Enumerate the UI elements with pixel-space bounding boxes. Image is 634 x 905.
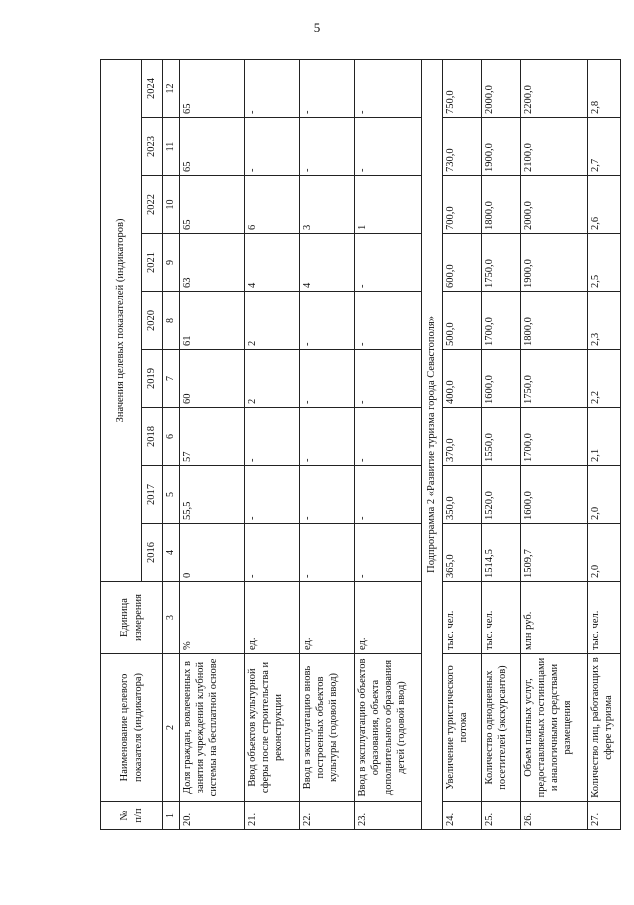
row-value: 2000,0	[482, 59, 521, 117]
row-value: 750,0	[443, 59, 482, 117]
row-value: -	[245, 118, 300, 176]
year-cell: 2022	[142, 176, 163, 234]
row-num: 21.	[245, 802, 300, 830]
row-value: 730,0	[443, 118, 482, 176]
row-num: 27.	[588, 802, 621, 830]
subprogram-title: Подпрограмма 2 «Развитие туризма города Севастополя»	[422, 59, 443, 829]
row-value: 3	[300, 176, 355, 234]
year-cell: 2016	[142, 524, 163, 582]
row-unit: ед.	[300, 582, 355, 654]
row-num: 26.	[521, 802, 588, 830]
row-num: 22.	[300, 802, 355, 830]
row-value: 57	[180, 408, 245, 466]
row-value: 2,8	[588, 59, 621, 117]
row-value: -	[300, 350, 355, 408]
row-value: -	[355, 234, 422, 292]
header-values: Значения целевых показателей (индикаторов)	[101, 59, 142, 581]
page-number: 5	[313, 20, 321, 35]
row-name: Ввод объектов культурной сферы после строительства и реконструкции	[245, 654, 300, 802]
row-unit: тыс. чел.	[482, 582, 521, 654]
row-value: 1700,0	[521, 408, 588, 466]
row-value: 2,6	[588, 176, 621, 234]
row-value: -	[245, 524, 300, 582]
row-num: 25.	[482, 802, 521, 830]
row-value: 1900,0	[482, 118, 521, 176]
row-value: 370,0	[443, 408, 482, 466]
row-name: Количество однодневных посетителей (экскурсантов)	[482, 654, 521, 802]
row-name: Ввод в эксплуатацию объектов образования, объекта дополнительного образования детей (годовой ввод)	[355, 654, 422, 802]
header-row	[101, 59, 142, 829]
row-value: 65	[180, 118, 245, 176]
row-unit: тыс. чел.	[588, 582, 621, 654]
row-value: 1	[355, 176, 422, 234]
row-value: 350,0	[443, 466, 482, 524]
table-row	[355, 59, 422, 829]
col-number: 4	[163, 524, 180, 582]
row-value: 2100,0	[521, 118, 588, 176]
col-number: 10	[163, 176, 180, 234]
row-value: 65	[180, 176, 245, 234]
row-value: -	[355, 466, 422, 524]
year-cell: 2018	[142, 408, 163, 466]
col-number: 3	[163, 582, 180, 654]
row-value: 400,0	[443, 350, 482, 408]
table-row	[521, 59, 588, 829]
year-cell: 2017	[142, 466, 163, 524]
year-cell: 2019	[142, 350, 163, 408]
row-value: -	[355, 59, 422, 117]
row-value: -	[300, 118, 355, 176]
row-value: 500,0	[443, 292, 482, 350]
row-value: -	[355, 524, 422, 582]
col-number: 8	[163, 292, 180, 350]
col-number: 12	[163, 59, 180, 117]
row-value: -	[300, 524, 355, 582]
row-unit: тыс. чел.	[443, 582, 482, 654]
row-value: -	[300, 408, 355, 466]
row-value: 65	[180, 59, 245, 117]
row-value: 1509,7	[521, 524, 588, 582]
row-value: -	[355, 292, 422, 350]
row-value: -	[245, 59, 300, 117]
row-num: 20.	[180, 802, 245, 830]
row-num: 23.	[355, 802, 422, 830]
row-name: Увеличение туристического потока	[443, 654, 482, 802]
row-value: -	[300, 292, 355, 350]
row-num: 24.	[443, 802, 482, 830]
col-number: 6	[163, 408, 180, 466]
table-row	[300, 59, 355, 829]
row-unit: ед.	[355, 582, 422, 654]
row-value: 4	[245, 234, 300, 292]
row-name: Ввод в эксплуатацию вновь построенных объектов культуры (годовой ввод)	[300, 654, 355, 802]
row-value: 2,7	[588, 118, 621, 176]
row-value: 2000,0	[521, 176, 588, 234]
year-cell: 2023	[142, 118, 163, 176]
row-value: 1600,0	[521, 466, 588, 524]
row-value: 2,3	[588, 292, 621, 350]
row-value: 1750,0	[482, 234, 521, 292]
year-cell: 2020	[142, 292, 163, 350]
row-value: 55,5	[180, 466, 245, 524]
row-value: 365,0	[443, 524, 482, 582]
row-value: 1900,0	[521, 234, 588, 292]
row-value: -	[355, 118, 422, 176]
table-rotation-frame	[100, 60, 615, 830]
col-number: 2	[163, 654, 180, 802]
row-value: 1550,0	[482, 408, 521, 466]
row-value: -	[245, 408, 300, 466]
row-value: 0	[180, 524, 245, 582]
col-number: 7	[163, 350, 180, 408]
row-value: 2,0	[588, 466, 621, 524]
row-value: 1750,0	[521, 350, 588, 408]
row-value: 1800,0	[482, 176, 521, 234]
row-value: 1600,0	[482, 350, 521, 408]
header-name: Наименование целевого показателя (индикатора)	[101, 654, 163, 802]
row-value: 2,2	[588, 350, 621, 408]
row-value: 700,0	[443, 176, 482, 234]
row-name: Объем платных услуг, предоставляемых гостиницами и аналогичными средствами размещения	[521, 654, 588, 802]
year-cell: 2024	[142, 59, 163, 117]
row-unit: ед.	[245, 582, 300, 654]
header-num: № п/п	[101, 802, 163, 830]
col-number: 5	[163, 466, 180, 524]
row-unit: %	[180, 582, 245, 654]
rotated-sheet	[100, 60, 615, 830]
col-number: 1	[163, 802, 180, 830]
indicators-table	[100, 59, 621, 830]
row-value: -	[300, 466, 355, 524]
row-value: 2,5	[588, 234, 621, 292]
row-value: 1700,0	[482, 292, 521, 350]
row-value: 6	[245, 176, 300, 234]
subprogram-row	[422, 59, 443, 829]
row-value: 2,0	[588, 524, 621, 582]
row-value: -	[355, 350, 422, 408]
table-row	[588, 59, 621, 829]
table-row	[180, 59, 245, 829]
row-value: 600,0	[443, 234, 482, 292]
col-number: 11	[163, 118, 180, 176]
col-number: 9	[163, 234, 180, 292]
row-value: 61	[180, 292, 245, 350]
row-value: 60	[180, 350, 245, 408]
header-unit: Единица измерения	[101, 582, 163, 654]
row-value: 2	[245, 350, 300, 408]
row-value: 63	[180, 234, 245, 292]
row-value: 1800,0	[521, 292, 588, 350]
row-unit: млн руб.	[521, 582, 588, 654]
row-value: 2200,0	[521, 59, 588, 117]
row-value: 1514,5	[482, 524, 521, 582]
table-row	[443, 59, 482, 829]
year-cell: 2021	[142, 234, 163, 292]
row-name: Доля граждан, вовлеченных в занятия учреждений клубной системы на бесплатной основе	[180, 654, 245, 802]
table-row	[245, 59, 300, 829]
table-row	[482, 59, 521, 829]
column-numbers-row	[163, 59, 180, 829]
row-name: Количество лиц, работающих в сфере туризма	[588, 654, 621, 802]
row-value: 2,1	[588, 408, 621, 466]
row-value: -	[245, 466, 300, 524]
row-value: 1520,0	[482, 466, 521, 524]
row-value: -	[355, 408, 422, 466]
row-value: 4	[300, 234, 355, 292]
row-value: 2	[245, 292, 300, 350]
row-value: -	[300, 59, 355, 117]
